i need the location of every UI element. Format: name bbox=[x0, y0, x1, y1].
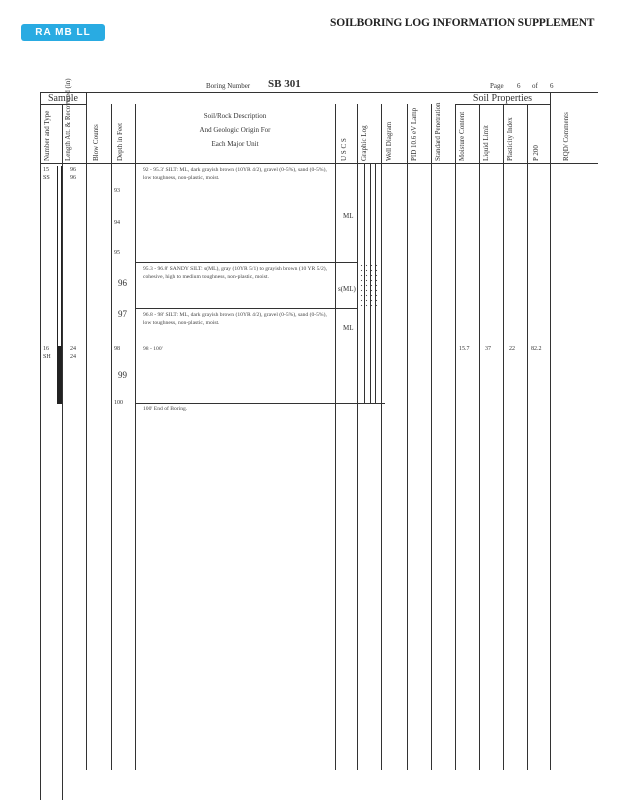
description-text: 92 - 95.3' SILT: ML, dark grayish brown (10YR 4/2), gravel (0-5%), sand (0-5%), low toughness, non-plastic, moist. bbox=[143, 167, 327, 181]
page-total: 6 bbox=[550, 82, 554, 90]
boring-number: SB 301 bbox=[268, 78, 301, 90]
sample-number: 15 bbox=[43, 167, 49, 173]
moisture-value: 15.7 bbox=[459, 346, 470, 352]
end-boundary bbox=[135, 403, 385, 404]
col-line bbox=[407, 104, 408, 770]
sample-header: Sample bbox=[48, 93, 78, 104]
col-line bbox=[455, 104, 456, 770]
depth-tick: 94 bbox=[114, 220, 120, 226]
unit-boundary bbox=[135, 262, 357, 263]
sample-recovered: 96 bbox=[70, 175, 76, 181]
depth-tick: 93 bbox=[114, 188, 120, 194]
col-line bbox=[381, 104, 382, 770]
end-of-boring-text: 100' End of Boring. bbox=[143, 406, 188, 412]
depth-tick: 97 bbox=[118, 309, 127, 319]
sample-type: SS bbox=[43, 175, 50, 181]
col-line bbox=[335, 104, 336, 770]
sample-header-border bbox=[40, 104, 86, 105]
graphic-log-header: Graphic Log bbox=[360, 125, 368, 161]
sample-number: 16 bbox=[43, 346, 49, 352]
description-text: 98 - 100' bbox=[143, 346, 163, 352]
sample-length: 24 bbox=[70, 346, 76, 352]
uscs-header: U S C S bbox=[340, 138, 348, 161]
col-line bbox=[111, 104, 112, 770]
uscs-code: ML bbox=[343, 212, 354, 220]
depth-tick: 100 bbox=[114, 400, 123, 406]
uscs-code: s(ML) bbox=[338, 285, 356, 293]
depth-tick: 96 bbox=[118, 278, 127, 288]
description-text: 95.3 - 96.8' SANDY SILT: s(ML), gray (10YR 5/1) to grayish brown (10 YR 5/2), cohesive, high to medium toughness, non-plastic, moist. bbox=[143, 266, 328, 280]
rqd-header: RQD/ Comments bbox=[562, 112, 570, 161]
page-label: Page bbox=[490, 82, 504, 90]
depth-tick: 98 bbox=[114, 346, 120, 352]
sample-recovery-gap bbox=[58, 166, 61, 346]
uscs-code: ML bbox=[343, 324, 354, 332]
sample-length: 96 bbox=[70, 167, 76, 173]
length-header: Length Att. & Recovered (in) bbox=[64, 78, 72, 161]
p200-value: 82.2 bbox=[531, 346, 542, 352]
description-text: 96.8 - 98' SILT: ML, dark grayish brown (10YR 4/2), gravel (0-5%), sand (0-5%), low toughness, non-plastic, moist. bbox=[143, 312, 327, 326]
col-line bbox=[62, 104, 63, 800]
page-title: SOILBORING LOG INFORMATION SUPPLEMENT bbox=[330, 17, 595, 29]
header-bottom-border bbox=[40, 163, 598, 164]
description-header-1: Soil/Rock Description bbox=[203, 112, 267, 120]
unit-boundary bbox=[135, 308, 357, 309]
col-line bbox=[40, 92, 41, 800]
liquid-limit-header: Liquid Limit bbox=[482, 125, 490, 161]
soil-properties-header: Soil Properties bbox=[472, 93, 533, 104]
of-label: of bbox=[532, 82, 538, 90]
well-diagram-header: Well Diagram bbox=[385, 121, 393, 161]
boring-number-label: Boring Number bbox=[206, 82, 251, 90]
depth-header: Depth in Feet bbox=[116, 122, 124, 161]
col-line bbox=[503, 104, 504, 770]
sample-type: SH bbox=[43, 354, 51, 360]
depth-tick: 99 bbox=[118, 370, 127, 380]
p200-header: P 200 bbox=[532, 145, 540, 161]
col-line bbox=[550, 92, 551, 770]
col-line bbox=[86, 92, 87, 770]
plasticity-header: Plasticity Index bbox=[506, 117, 514, 161]
company-logo: RA MB LL bbox=[21, 24, 105, 41]
number-type-header: Number and Type bbox=[43, 110, 51, 161]
col-line bbox=[431, 104, 432, 770]
description-header-3: Each Major Unit bbox=[211, 140, 259, 148]
penetration-header: Standard Penetration bbox=[434, 102, 442, 161]
page-number: 6 bbox=[517, 82, 521, 90]
liquid-limit-value: 37 bbox=[485, 346, 491, 352]
col-line bbox=[357, 104, 358, 770]
col-line bbox=[135, 104, 136, 770]
col-line bbox=[479, 104, 480, 770]
moisture-header: Moisture Content bbox=[458, 111, 466, 161]
sand-pattern bbox=[359, 263, 380, 308]
blow-counts-header: Blow Counts bbox=[92, 124, 100, 161]
depth-tick: 95 bbox=[114, 250, 120, 256]
col-line bbox=[527, 104, 528, 770]
plasticity-value: 22 bbox=[509, 346, 515, 352]
pid-header: PID 10.6 eV Lamp bbox=[410, 107, 418, 161]
description-header-2: And Geologic Origin For bbox=[199, 126, 271, 134]
sample-recovered: 24 bbox=[70, 354, 76, 360]
